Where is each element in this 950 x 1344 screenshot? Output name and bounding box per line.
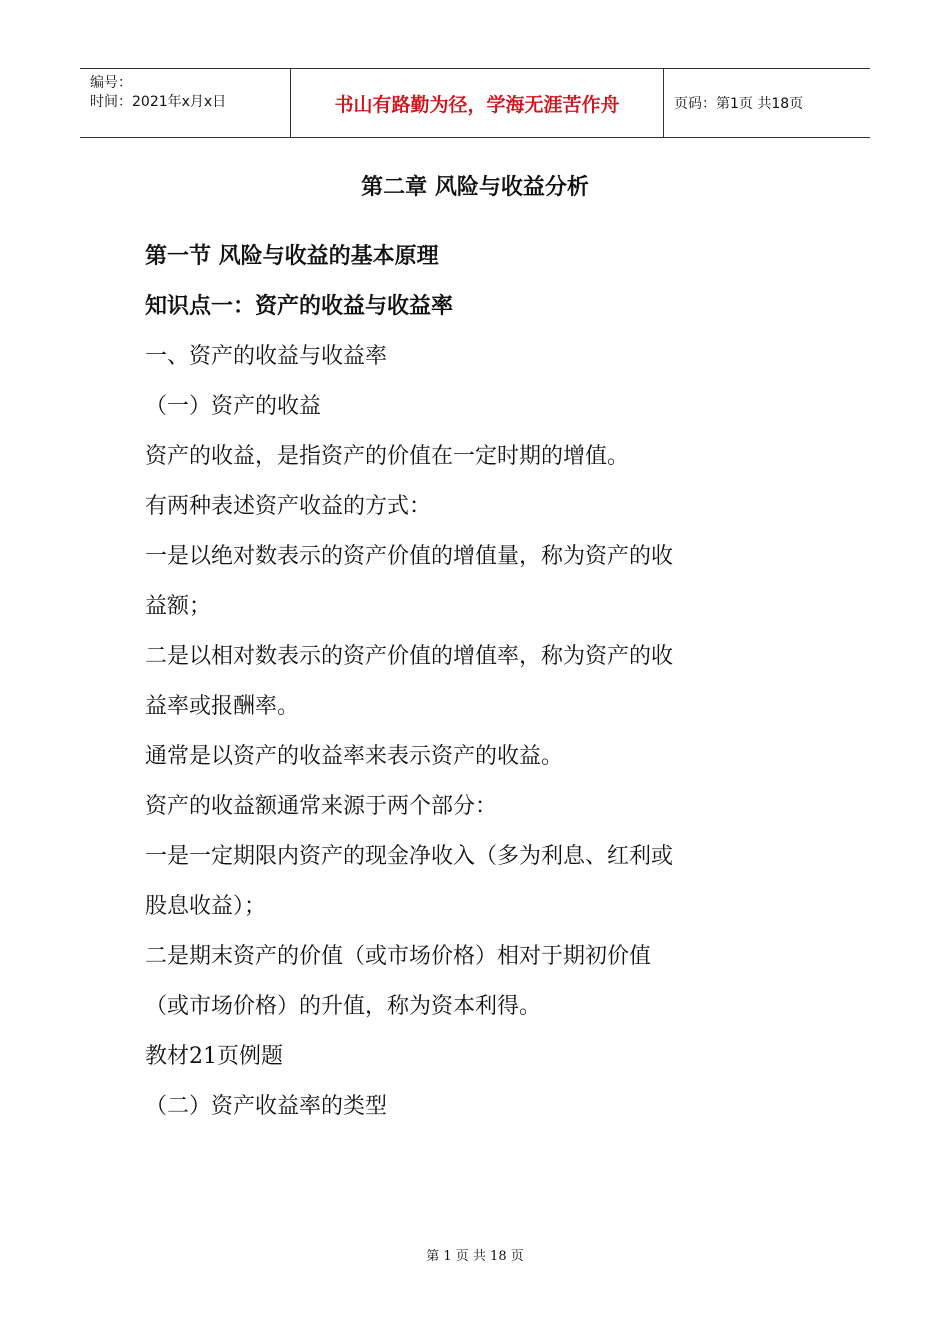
knowledge-point-heading: 知识点一：资产的收益与收益率 [145, 294, 454, 319]
paragraph-line: 益率或报酬率。 [145, 694, 300, 719]
paragraph-line: 通常是以资产的收益率来表示资产的收益。 [145, 744, 564, 769]
header-page-number: 页码：第1页 共18页 [674, 96, 804, 112]
page-footer: 第 1 页 共 18 页 [426, 1249, 524, 1264]
paragraph-line: 资产的收益额通常来源于两个部分： [145, 794, 498, 819]
subheading: （二）资产收益率的类型 [145, 1094, 388, 1119]
section-heading: 第一节 风险与收益的基本原理 [145, 244, 439, 269]
paragraph-line: 一是以绝对数表示的资产价值的增值量，称为资产的收 [145, 544, 674, 569]
paragraph-line: 股息收益）； [145, 894, 267, 919]
paragraph-line: 有两种表述资产收益的方式： [145, 494, 432, 519]
header-motto: 书山有路勤为径，学海无涯苦作舟 [290, 69, 664, 137]
paragraph-line: 资产的收益，是指资产的价值在一定时期的增值。 [145, 444, 630, 469]
document-number-label: 编号： [90, 75, 132, 91]
paragraph-line: （或市场价格）的升值，称为资本利得。 [145, 994, 542, 1019]
subheading: （一）资产的收益 [145, 394, 322, 419]
document-body [145, 232, 805, 1132]
paragraph-line: 二是以相对数表示的资产价值的增值率，称为资产的收 [145, 644, 674, 669]
paragraph-line: 一是一定期限内资产的现金净收入（多为利息、红利或 [145, 844, 674, 869]
header-meta [80, 69, 290, 137]
subheading: 一、资产的收益与收益率 [145, 344, 388, 369]
page-header [80, 68, 870, 138]
paragraph-line: 二是期末资产的价值（或市场价格）相对于期初价值 [145, 944, 652, 969]
paragraph-line: 教材21页例题 [145, 1044, 283, 1069]
chapter-title: 第二章 风险与收益分析 [361, 175, 589, 200]
document-date: 时间：2021年x月x日 [90, 94, 227, 110]
paragraph-line: 益额； [145, 594, 212, 619]
